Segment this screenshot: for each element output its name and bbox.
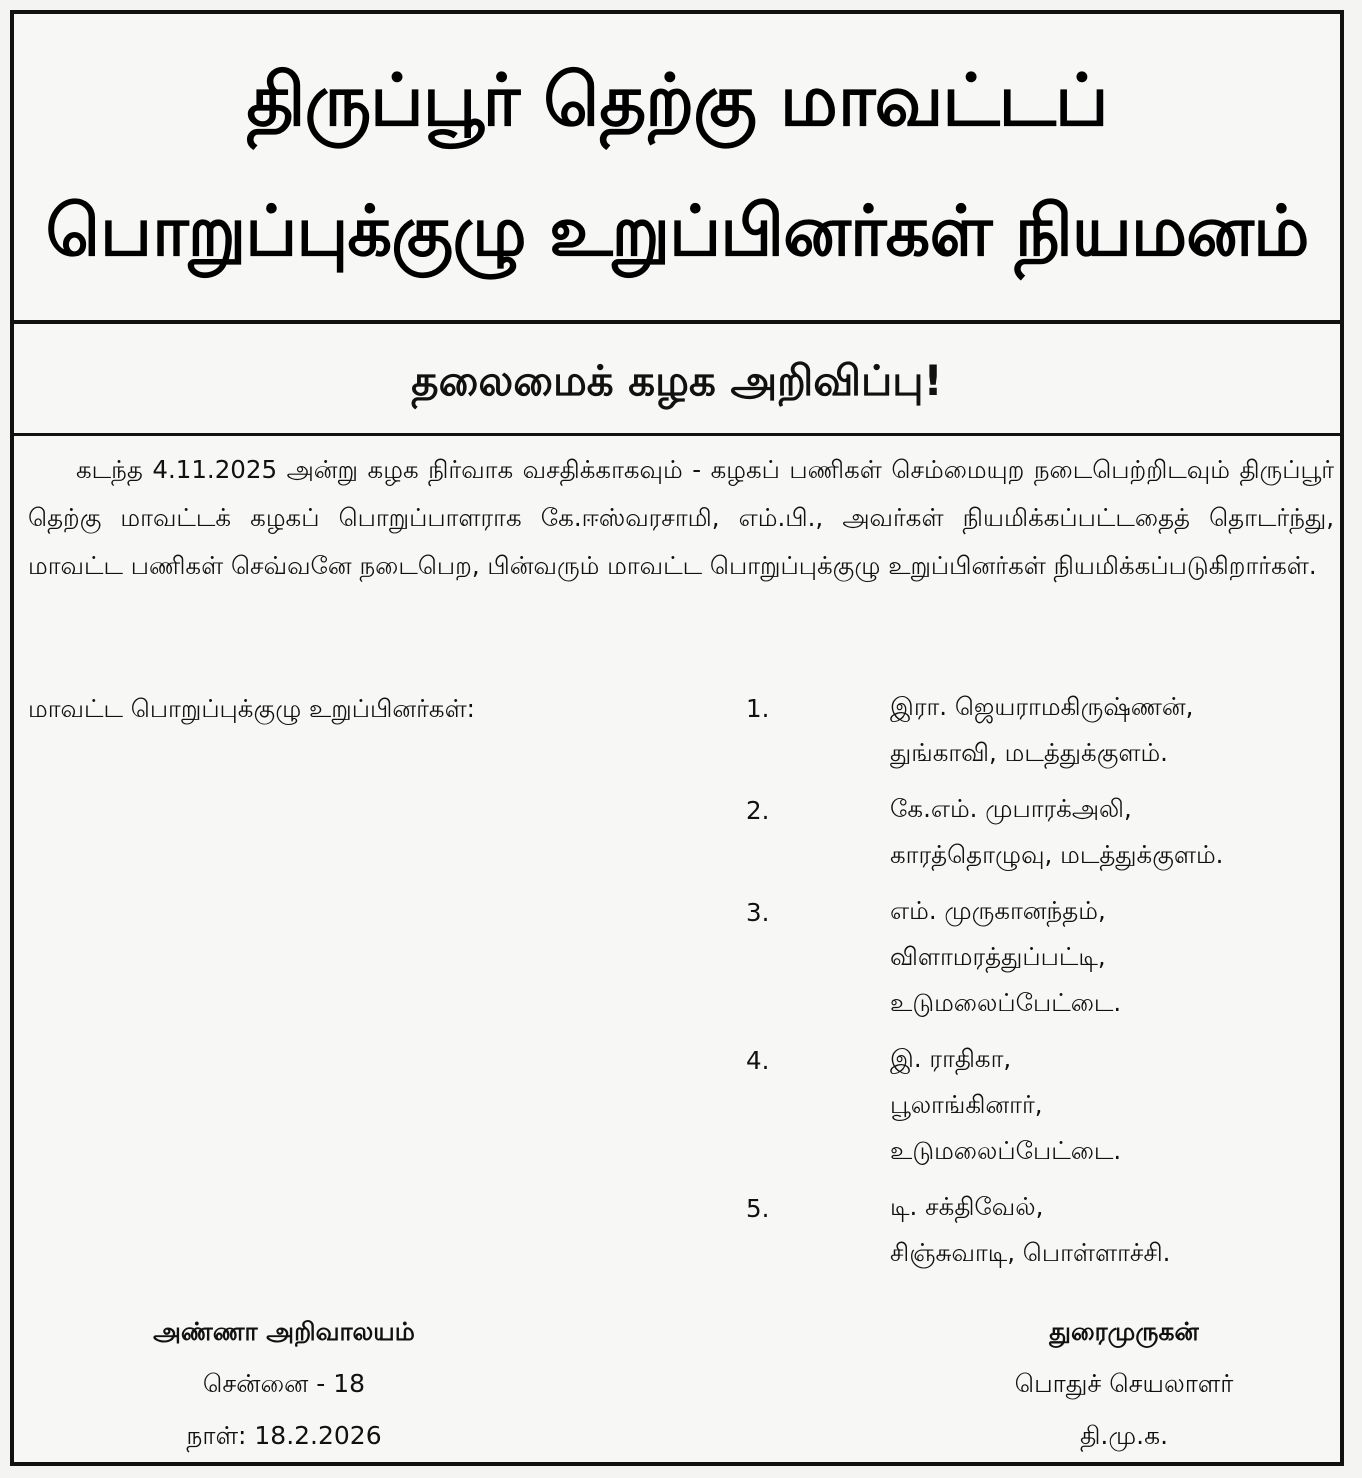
members-label: மாவட்ட பொறுப்புக்குழு உறுப்பினர்கள்: (28, 694, 475, 723)
footer-left (74, 1306, 494, 1462)
footer-place: அண்ணா அறிவாலயம் (153, 1317, 415, 1346)
heading-line-1: திருப்பூர் தெற்கு மாவட்டப் (246, 58, 1108, 142)
footer-city: சென்னை - 18 (202, 1369, 366, 1398)
member-line: சிஞ்சுவாடி, பொள்ளாச்சி. (890, 1238, 1171, 1267)
member-entry (890, 1184, 1170, 1276)
title-box (14, 14, 1340, 324)
member-number: 3. (746, 898, 770, 927)
member-line: உடுமலைப்பேட்டை. (890, 1136, 1122, 1165)
subheading-box (14, 324, 1340, 436)
member-line: துங்காவி, மடத்துக்குளம். (890, 738, 1168, 767)
member-number: 5. (746, 1194, 770, 1223)
body-paragraph: கடந்த 4.11.2025 அன்று கழக நிர்வாக வசதிக்காகவும் - கழகப் பணிகள் செம்மையுற நடைபெற்றிடவும் திருப்பூர் தெற்கு மாவட்டக் கழகப் பொறுப்பாளராக கே.ஈஸ்வரசாமி, எம்.பி., அவர்கள் நியமிக்கப்பட்டதைத் தொடர்ந்து, மாவட்ட பணிகள் செவ்வனே நடைபெற, பின்வரும் மாவட்ட பொறுப்புக்குழு உறுப்பினர்கள் நியமிக்கப்படுகிறார்கள். (28, 455, 1334, 580)
member-line: இரா. ஜெயராமகிருஷ்ணன், (890, 692, 1194, 721)
member-line: பூலாங்கினார், (890, 1090, 1043, 1119)
member-line: இ. ராதிகா, (890, 1044, 1012, 1073)
footer-right (914, 1306, 1334, 1462)
member-entry (890, 684, 1193, 776)
signatory-designation: பொதுச் செயலாளர் (1014, 1369, 1234, 1398)
member-entry (890, 786, 1223, 878)
member-line: காரத்தொழுவு, மடத்துக்குளம். (890, 840, 1224, 869)
footer-date: நாள்: 18.2.2026 (186, 1421, 382, 1450)
member-line: கே.எம். முபாரக்அலி, (890, 794, 1132, 823)
member-line: உடுமலைப்பேட்டை. (890, 988, 1122, 1017)
party-name: தி.மு.க. (1079, 1421, 1169, 1450)
member-line: விளாமரத்துப்பட்டி, (890, 942, 1106, 971)
member-entry (890, 888, 1121, 1026)
member-number: 2. (746, 796, 770, 825)
subheading: தலைமைக் கழக அறிவிப்பு! (411, 356, 943, 405)
member-entry (890, 1036, 1121, 1174)
member-line: எம். முருகானந்தம், (890, 896, 1106, 925)
member-number: 1. (746, 694, 770, 723)
notice-frame (10, 10, 1344, 1466)
signatory-name: துரைமுருகன் (1049, 1317, 1199, 1346)
member-number: 4. (746, 1046, 770, 1075)
heading-line-2: பொறுப்புக்குழு உறுப்பினர்கள் நியமனம் (45, 190, 1309, 272)
member-line: டி. சக்திவேல், (890, 1192, 1044, 1221)
